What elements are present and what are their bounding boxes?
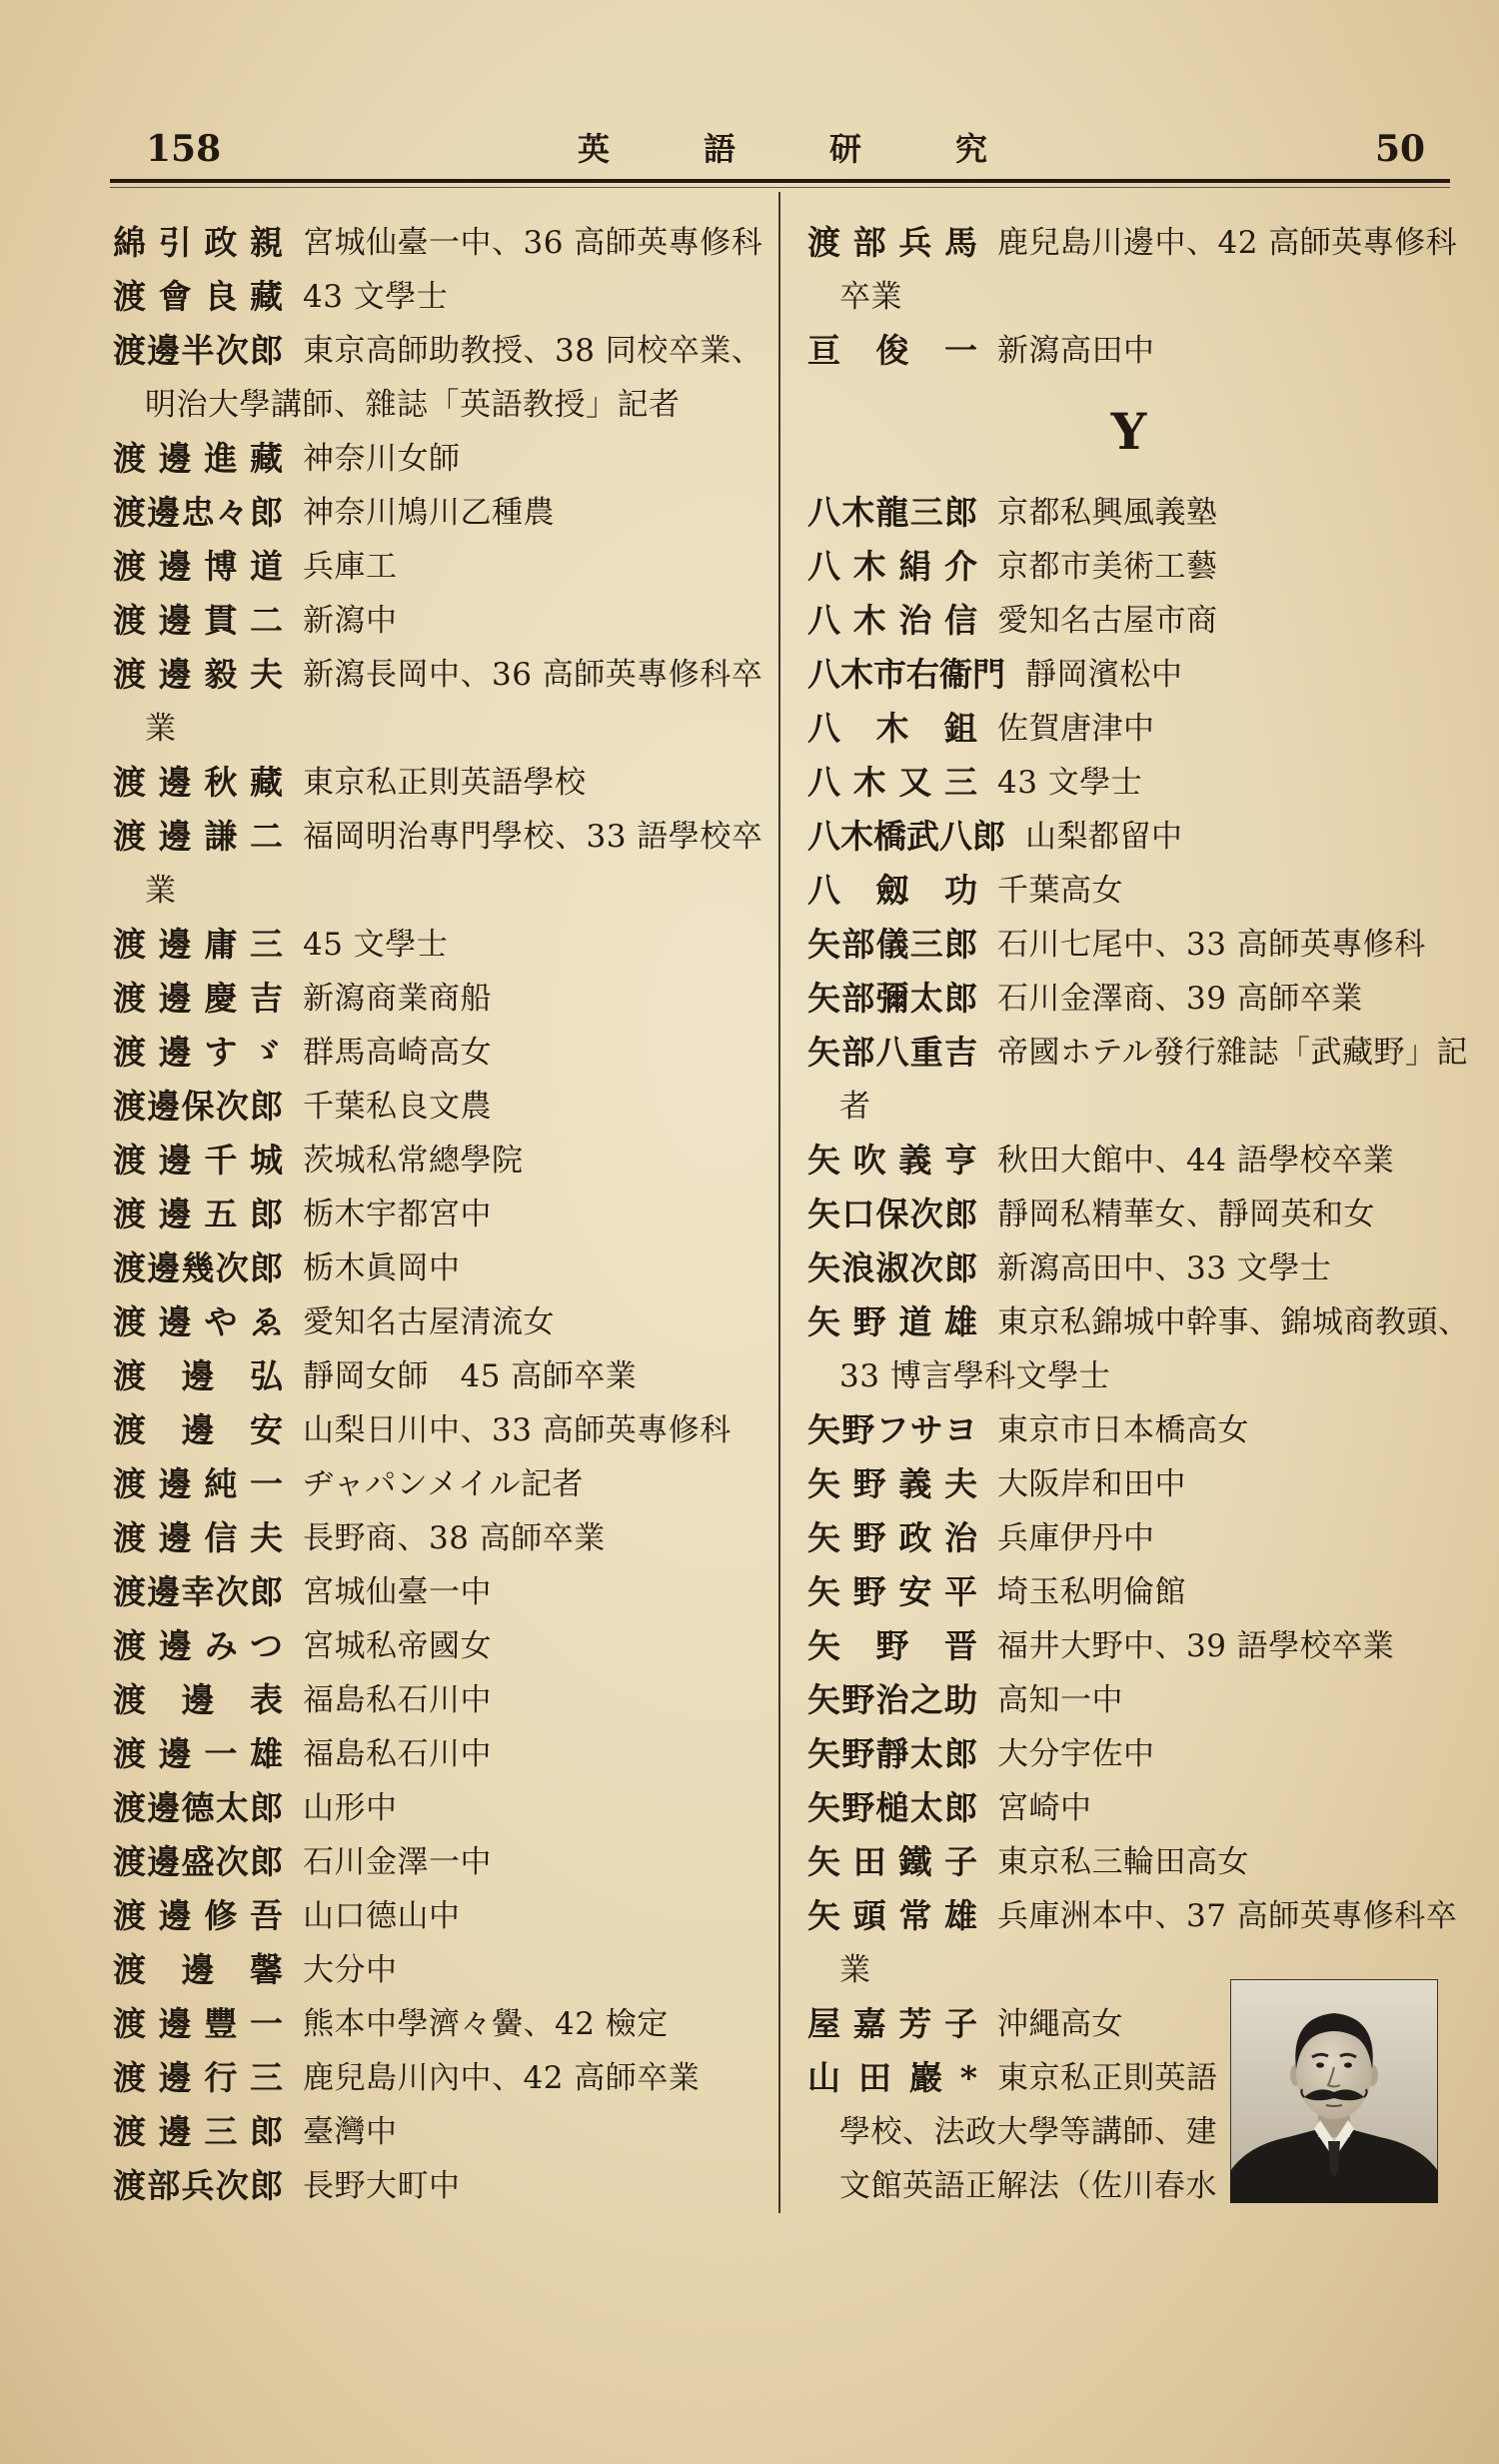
entry-details: 石川金澤一中 (303, 1844, 492, 1880)
directory-entry (113, 1727, 772, 1781)
entry-line (113, 1403, 772, 1457)
entry-details: 山梨日川中、33 高師英專修科 (303, 1412, 732, 1448)
entry-details: 兵庫洲本中、37 高師英專修科卒 (997, 1898, 1458, 1934)
entry-name: 渡邊みつ (113, 1626, 283, 1665)
entry-name: 渡邊一雄 (113, 1734, 283, 1773)
entry-name: 渡邊忠々郎 (113, 493, 283, 532)
entry-details: 千葉高女 (997, 873, 1123, 909)
entry-name: 渡邊進藏 (113, 439, 283, 478)
directory-entry (113, 1457, 772, 1511)
entry-name: 渡邊馨 (113, 1950, 283, 1989)
entry-line (807, 756, 1450, 810)
entry-details: 靜岡女師 45 高師卒業 (303, 1358, 638, 1394)
entry-line (113, 486, 772, 540)
directory-entry (113, 1349, 772, 1403)
entry-details: 宮城仙臺一中 (303, 1574, 492, 1610)
entry-details: 靜岡濱松中 (1025, 657, 1183, 693)
entry-details: 宮城私帝國女 (303, 1628, 492, 1664)
running-title: 英語研究 (578, 130, 1082, 168)
entry-line (807, 1781, 1450, 1835)
directory-entry (807, 1565, 1450, 1619)
entry-details: 長野大町中 (303, 2168, 461, 2204)
directory-entry (807, 864, 1450, 918)
entry-details: ヂャパンメイル記者 (303, 1466, 585, 1502)
entry-name: 山田巖* (807, 2058, 977, 2097)
directory-entry (807, 1134, 1450, 1188)
entry-line (807, 810, 1450, 864)
entry-name: 屋嘉芳子 (807, 2004, 977, 2043)
directory-entry (113, 918, 772, 972)
entry-details: 京都私興風義塾 (997, 495, 1218, 531)
entry-name: 渡邊安 (113, 1410, 283, 1449)
entry-details: 埼玉私明倫館 (997, 1574, 1186, 1610)
entry-line (113, 1835, 772, 1889)
entry-details: 大分中 (303, 1952, 398, 1988)
directory-entry (807, 1188, 1450, 1241)
entry-line (113, 972, 772, 1026)
entry-line (807, 1188, 1450, 1241)
entry-line (807, 1457, 1450, 1511)
directory-entry (113, 540, 772, 594)
directory-entry (113, 1997, 772, 2051)
entry-name: 渡邊千城 (113, 1141, 283, 1180)
entry-name: 渡邊三郎 (113, 2112, 283, 2151)
entry-details: 帝國ホテル發行雜誌「武藏野」記 (997, 1035, 1468, 1071)
entry-name: 矢野靜太郎 (807, 1734, 977, 1773)
entry-line (807, 1026, 1468, 1080)
right-column-entries-after (807, 486, 1470, 2213)
directory-entry (807, 1511, 1450, 1565)
section-letter-heading: Y (1110, 402, 1147, 461)
entry-details: 新瀉商業商船 (303, 981, 492, 1017)
entry-name: 矢野道雄 (807, 1302, 977, 1341)
entry-details: 栃木宇都宮中 (303, 1197, 492, 1232)
entry-details: 鹿兒島川邊中、42 高師英專修科 (997, 225, 1458, 261)
entry-name: 矢浪淑次郎 (807, 1248, 977, 1287)
entry-details: 43 文學士 (997, 765, 1143, 801)
entry-line (807, 702, 1450, 756)
entry-name: 矢野治之助 (807, 1680, 977, 1719)
portrait-photo (1230, 1979, 1438, 2203)
entry-details: 新瀉高田中、33 文學士 (997, 1250, 1332, 1286)
entry-details: 沖繩高女 (997, 2006, 1123, 2042)
entry-name: 矢野フサヨ (807, 1410, 977, 1449)
entry-details: 高知一中 (997, 1682, 1123, 1718)
directory-entry (807, 1457, 1450, 1511)
directory-entry (807, 810, 1450, 864)
entry-line (807, 486, 1450, 540)
directory-entry (807, 918, 1450, 972)
entry-details: 福島私石川中 (303, 1682, 492, 1718)
directory-entry (113, 1511, 772, 1565)
entry-line (807, 1727, 1450, 1781)
entry-line (113, 324, 772, 378)
header-rule (110, 179, 1450, 183)
entry-details: 神奈川女師 (303, 441, 461, 477)
directory-entry (113, 2159, 772, 2213)
directory-entry (113, 756, 772, 810)
entry-line (807, 540, 1450, 594)
entry-details-continued: 卒業 (839, 279, 902, 315)
entry-details: 兵庫伊丹中 (997, 1520, 1155, 1556)
directory-entry (113, 1080, 772, 1134)
entry-name: 渡邊保次郎 (113, 1087, 283, 1126)
entry-name: 渡邊豐一 (113, 2004, 283, 2043)
entry-name: 八木橋武八郎 (807, 817, 1005, 856)
directory-entry (113, 216, 772, 270)
entry-line (113, 1080, 772, 1134)
entry-name: 八木絹介 (807, 547, 977, 586)
entry-name: 矢野義夫 (807, 1464, 977, 1503)
entry-line (113, 1673, 772, 1727)
entry-details-continued: 文館英語正解法（佐川春水 (839, 2168, 1217, 2204)
entry-line (113, 1511, 772, 1565)
directory-entry (113, 1241, 772, 1295)
entry-line (113, 2051, 772, 2105)
right-column-entries-before (807, 216, 1458, 378)
entry-details: 愛知名古屋市商 (997, 603, 1218, 639)
entry-name: 矢部八重吉 (807, 1033, 977, 1072)
entry-line (113, 2159, 772, 2213)
directory-entry (113, 2105, 772, 2159)
entry-details: 長野商、38 高師卒業 (303, 1520, 606, 1556)
entry-line (113, 1889, 772, 1943)
directory-entry (807, 1619, 1450, 1673)
entry-name: 渡邊純一 (113, 1464, 283, 1503)
entry-line (807, 1241, 1450, 1295)
entry-line (807, 1565, 1450, 1619)
entry-line (807, 648, 1450, 702)
directory-entry (807, 1727, 1450, 1781)
entry-line (113, 1565, 772, 1619)
directory-entry (807, 702, 1450, 756)
entry-details: 山口德山中 (303, 1898, 461, 1934)
entry-line (113, 1943, 772, 1997)
entry-name: 矢野政治 (807, 1518, 977, 1557)
entry-details: 群馬高崎高女 (303, 1035, 492, 1071)
entry-details: 京都市美術工藝 (997, 549, 1218, 585)
entry-details-continued: 33 博言學科文學士 (839, 1358, 1111, 1394)
entry-name: 矢野晋 (807, 1626, 977, 1665)
entry-name: 八木鉏 (807, 709, 977, 748)
entry-name: 渡邊五郎 (113, 1195, 283, 1233)
entry-line (807, 324, 1450, 378)
directory-entry (113, 1781, 772, 1835)
entry-details-continued: 業 (145, 873, 177, 909)
entry-line (113, 216, 772, 270)
entry-line (807, 1511, 1450, 1565)
directory-entry (807, 972, 1450, 1026)
entry-line (807, 216, 1458, 270)
directory-entry (807, 216, 1458, 324)
left-column (113, 216, 772, 2213)
entry-line (807, 1673, 1450, 1727)
directory-entry (113, 972, 772, 1026)
directory-entry (113, 1943, 772, 1997)
entry-line (113, 918, 772, 972)
entry-details: 佐賀唐津中 (997, 711, 1155, 747)
entry-name: 渡邊博道 (113, 547, 283, 586)
entry-details: 臺灣中 (303, 2114, 398, 2150)
right-column (807, 216, 1470, 2213)
entry-line (113, 432, 772, 486)
entry-name: 渡邊毅夫 (113, 655, 283, 694)
entry-name: 矢野槌太郎 (807, 1788, 977, 1827)
entry-name: 矢口保次郎 (807, 1195, 977, 1233)
entry-details: 新瀉高田中 (997, 333, 1155, 369)
entry-details: 東京私三輪田高女 (997, 1844, 1249, 1880)
entry-details: 茨城私常總學院 (303, 1143, 524, 1179)
directory-entry (113, 810, 772, 918)
entry-details: 東京高師助教授、38 同校卒業、 (303, 333, 763, 369)
entry-name: 八木龍三郎 (807, 493, 977, 532)
entry-name: 渡邊秋藏 (113, 763, 283, 802)
entry-details: 熊本中學濟々黌、42 檢定 (303, 2006, 669, 2042)
entry-details: 大阪岸和田中 (997, 1466, 1186, 1502)
directory-entry (807, 1295, 1470, 1403)
entry-details: 鹿兒島川內中、42 高師卒業 (303, 2060, 701, 2096)
directory-entry (807, 1673, 1450, 1727)
entry-line (807, 918, 1450, 972)
entry-details: 兵庫工 (303, 549, 398, 585)
entry-line (113, 270, 772, 324)
directory-entry (807, 648, 1450, 702)
entry-details-continued: 學校、法政大學等講師、建 (839, 2114, 1217, 2150)
entry-line (113, 1619, 772, 1673)
entry-details: 東京私正則英語 (997, 2060, 1218, 2096)
entry-details-continued: 者 (839, 1089, 871, 1125)
entry-name: 矢野安平 (807, 1572, 977, 1611)
entry-details: 栃木眞岡中 (303, 1250, 461, 1286)
entry-details: 大分宇佐中 (997, 1736, 1155, 1772)
directory-entry (113, 1188, 772, 1241)
entry-line (113, 756, 772, 810)
directory-entry (113, 486, 772, 540)
entry-details-continued: 業 (145, 711, 177, 747)
entry-details: 福岡明治專門學校、33 語學校卒 (303, 819, 763, 855)
entry-details: 福井大野中、39 語學校卒業 (997, 1628, 1395, 1664)
entry-details: 石川金澤商、39 高師卒業 (997, 981, 1363, 1017)
entry-line (113, 1188, 772, 1241)
directory-entry (113, 594, 772, 648)
entry-details: 山梨都留中 (1025, 819, 1183, 855)
directory-entry (113, 1673, 772, 1727)
entry-line (113, 810, 772, 864)
directory-entry (807, 324, 1450, 378)
directory-entry (113, 1889, 772, 1943)
page-number-left: 158 (146, 128, 222, 170)
page-number-right: 50 (1375, 128, 1426, 170)
entry-name: 渡邊貫二 (113, 601, 283, 640)
entry-line (807, 1403, 1450, 1457)
header-rule-thin (110, 187, 1450, 188)
directory-entry (113, 648, 772, 756)
entry-details: 秋田大館中、44 語學校卒業 (997, 1143, 1395, 1179)
entry-name: 渡邊やゑ (113, 1302, 283, 1341)
entry-line (113, 1026, 772, 1080)
entry-details: 新瀉中 (303, 603, 398, 639)
entry-line (807, 1835, 1450, 1889)
entry-name: 渡邊すゞ (113, 1033, 283, 1072)
entry-details: 千葉私良文農 (303, 1089, 492, 1125)
entry-line (113, 1349, 772, 1403)
entry-line (807, 1134, 1450, 1188)
entry-name: 渡邊盛次郎 (113, 1842, 283, 1881)
entry-details: 神奈川鳩川乙種農 (303, 495, 555, 531)
entry-details: 愛知名古屋清流女 (303, 1304, 555, 1340)
entry-line (113, 594, 772, 648)
entry-name: 亘俊一 (807, 331, 977, 370)
entry-line (807, 972, 1450, 1026)
entry-name: 渡邊表 (113, 1680, 283, 1719)
entry-details-continued: 明治大學講師、雜誌「英語教授」記者 (145, 387, 681, 423)
entry-line (807, 594, 1450, 648)
entry-details: 東京私錦城中幹事、錦城商教頭、 (997, 1304, 1470, 1340)
entry-details: 43 文學士 (303, 279, 449, 315)
entry-name: 八木又三 (807, 763, 977, 802)
entry-details-continued: 業 (839, 1952, 871, 1988)
entry-details: 山形中 (303, 1790, 398, 1826)
entry-line (113, 1241, 772, 1295)
entry-line (113, 1295, 772, 1349)
entry-line (113, 1997, 772, 2051)
entry-details: 45 文學士 (303, 927, 449, 963)
entry-details: 靜岡私精華女、靜岡英和女 (997, 1197, 1375, 1232)
entry-line (113, 2105, 772, 2159)
entry-name: 渡邊德太郎 (113, 1788, 283, 1827)
entry-name: 渡邊謙二 (113, 817, 283, 856)
entry-name: 八劔功 (807, 871, 977, 910)
entry-details: 宮城仙臺一中、36 高師英專修科 (303, 225, 763, 261)
entry-name: 渡邊弘 (113, 1356, 283, 1395)
entry-line (113, 1781, 772, 1835)
entry-line (113, 1727, 772, 1781)
entry-line (113, 540, 772, 594)
entry-name: 八木治信 (807, 601, 977, 640)
directory-entry (807, 1241, 1450, 1295)
directory-entry (807, 756, 1450, 810)
directory-entry (807, 1835, 1450, 1889)
entry-name: 渡邊慶吉 (113, 979, 283, 1018)
directory-entry (113, 1134, 772, 1188)
entry-details: 東京市日本橋高女 (997, 1412, 1249, 1448)
directory-entry (807, 1781, 1450, 1835)
entry-details: 石川七尾中、33 高師英專修科 (997, 927, 1426, 963)
entry-name: 渡邊修吾 (113, 1896, 283, 1935)
entry-name: 渡邊行三 (113, 2058, 283, 2097)
entry-line (113, 1134, 772, 1188)
entry-name: 矢田鐵子 (807, 1842, 977, 1881)
directory-entry (113, 1565, 772, 1619)
entry-line (807, 864, 1450, 918)
entry-details: 宮崎中 (997, 1790, 1092, 1826)
entry-name: 渡會良藏 (113, 277, 283, 316)
directory-entry (113, 1619, 772, 1673)
entry-name: 矢頭常雄 (807, 1896, 977, 1935)
entry-line (113, 1457, 772, 1511)
entry-name: 渡邊信夫 (113, 1518, 283, 1557)
directory-entry (113, 1835, 772, 1889)
entry-name: 渡部兵馬 (807, 223, 977, 262)
directory-entry (807, 1026, 1468, 1134)
directory-entry (807, 594, 1450, 648)
entry-line (807, 1619, 1450, 1673)
entry-name: 渡邊半次郎 (113, 331, 283, 370)
entry-details: 東京私正則英語學校 (303, 765, 587, 801)
entry-line (807, 1889, 1458, 1943)
directory-entry (807, 540, 1450, 594)
directory-entry (113, 1026, 772, 1080)
directory-entry (113, 1295, 772, 1349)
directory-entry (113, 1403, 772, 1457)
entry-line (807, 1295, 1470, 1349)
entry-name: 矢部儀三郎 (807, 925, 977, 964)
column-divider (778, 192, 780, 2213)
entry-name: 矢部彌太郎 (807, 979, 977, 1018)
directory-entry (807, 486, 1450, 540)
entry-name: 渡部兵次郎 (113, 2166, 283, 2205)
directory-entry (113, 432, 772, 486)
entry-name: 渡邊幾次郎 (113, 1248, 283, 1287)
directory-entry (807, 1403, 1450, 1457)
entry-name: 八木市右衞門 (807, 655, 1005, 694)
directory-entry (113, 2051, 772, 2105)
entry-name: 綿引政親 (113, 223, 283, 262)
directory-entry (113, 324, 772, 432)
entry-name: 矢吹義亨 (807, 1141, 977, 1180)
directory-entry (113, 270, 772, 324)
entry-details: 新瀉長岡中、36 高師英專修科卒 (303, 657, 763, 693)
entry-details: 福島私石川中 (303, 1736, 492, 1772)
entry-name: 渡邊庸三 (113, 925, 283, 964)
entry-line (113, 648, 772, 702)
entry-name: 渡邊幸次郎 (113, 1572, 283, 1611)
